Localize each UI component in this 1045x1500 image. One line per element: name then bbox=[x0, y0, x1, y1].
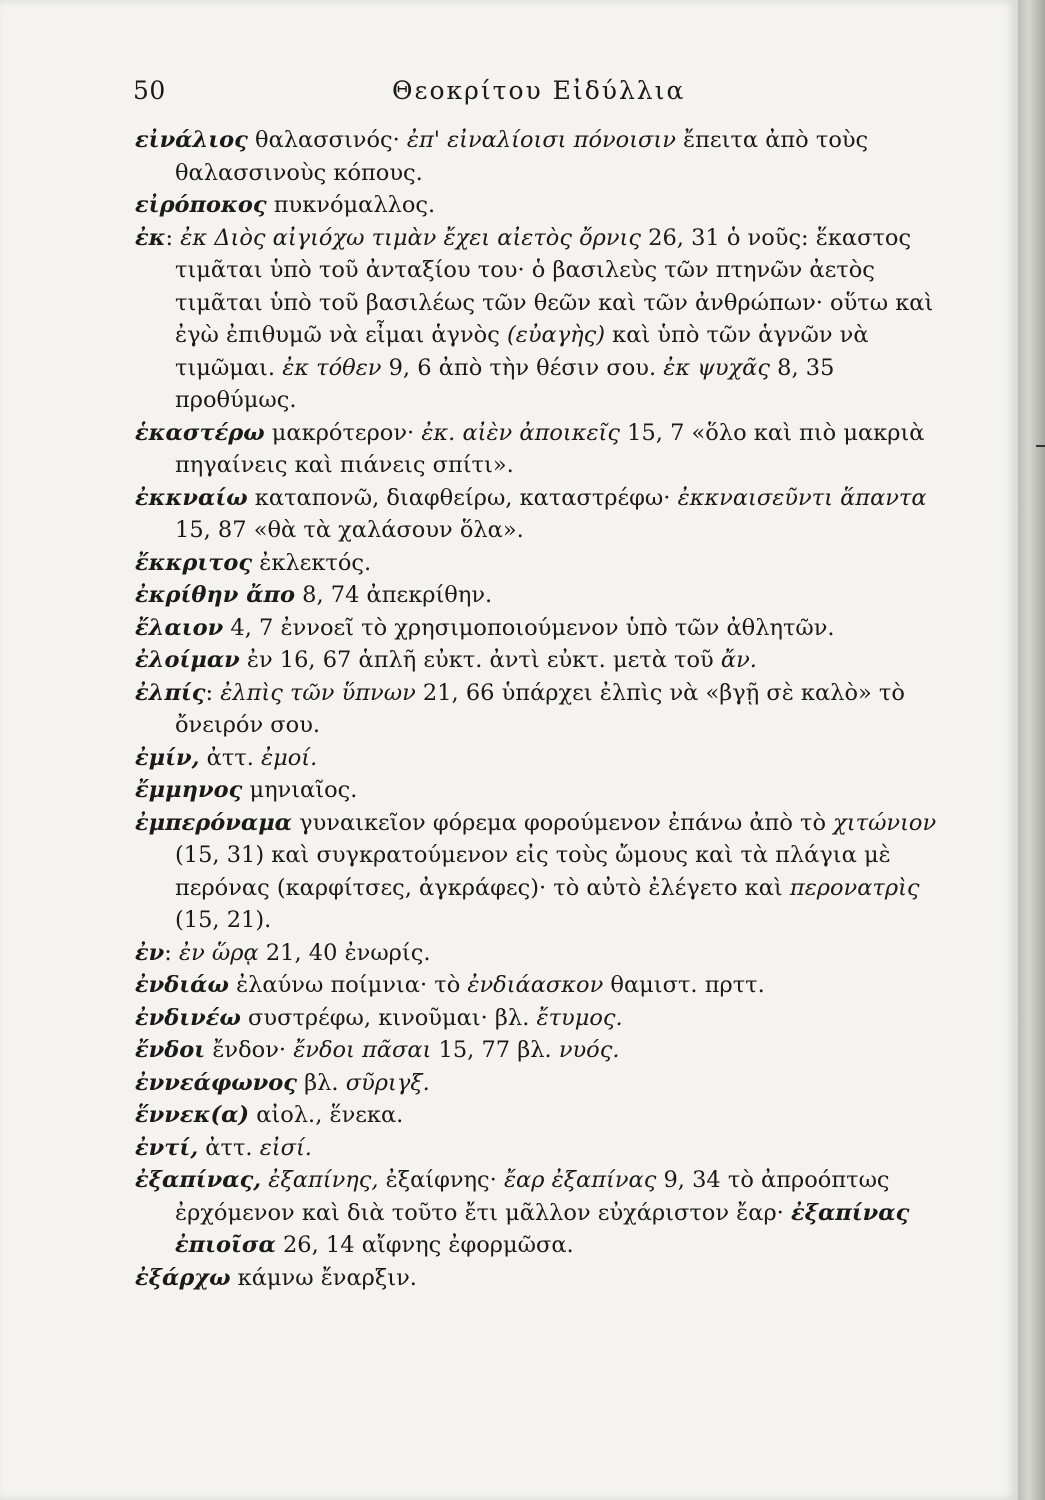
entry-definition: 9, 34 τὸ ἀπροόπτως ἐρχόμενον καὶ διὰ τοῦτο ἔτι μᾶλλον εὐχάριστον ἔαρ· bbox=[175, 1167, 890, 1226]
glossary-entry bbox=[135, 547, 950, 580]
entry-citation: (εὐαγὴς) bbox=[506, 322, 605, 348]
entry-headword: ἐμίν, bbox=[135, 744, 200, 771]
glossary-entry bbox=[135, 124, 950, 189]
glossary-entry bbox=[135, 644, 950, 677]
entry-definition: ἐν 16, 67 ἁπλῆ εὐκτ. ἀντὶ εὐκτ. μετὰ τοῦ bbox=[239, 647, 721, 673]
entry-definition: 15, 77 βλ. bbox=[431, 1037, 559, 1063]
entry-definition: θαλασσινός· bbox=[247, 127, 407, 153]
glossary-entries bbox=[135, 124, 950, 1294]
entry-definition: πυκνόμαλλος. bbox=[266, 192, 436, 218]
entry-definition: (15, 31) καὶ συγκρατούμενον εἰς τοὺς ὤμους καὶ τὰ πλάγια μὲ περόνας (καρφίτσες, ἀγκράφες)· τὸ αὐτὸ ἐλέγετο καὶ bbox=[175, 842, 891, 901]
glossary-entry bbox=[135, 677, 950, 742]
entry-headword: ἐκ bbox=[135, 224, 166, 251]
entry-headword: ἐντί, bbox=[135, 1134, 199, 1161]
entry-definition: ἀττ. bbox=[198, 1134, 260, 1161]
entry-definition: ἔνδον· bbox=[205, 1037, 294, 1063]
entry-definition: θαμιστ. πρττ. bbox=[603, 972, 765, 998]
entry-citation: ἔαρ ἐξαπίνας bbox=[503, 1167, 657, 1193]
entry-definition: συστρέφω, κινοῦμαι· βλ. bbox=[240, 1004, 537, 1031]
entry-citation: ἐκ. αἰὲν ἀποικεῖς bbox=[421, 419, 620, 446]
running-title: Θεοκρίτου Εἰδύλλια bbox=[392, 76, 686, 105]
entry-definition: (15, 21). bbox=[175, 907, 272, 933]
glossary-entry bbox=[135, 969, 950, 1002]
entry-citation: ἔτυμος. bbox=[536, 1004, 623, 1031]
entry-citation: ἐλπὶς τῶν ὕπνων bbox=[220, 679, 416, 706]
entry-definition: ἔπειτα ἀπὸ τοὺς θαλασσινοὺς κόπους. bbox=[175, 127, 869, 186]
entry-headword: ἐν bbox=[135, 939, 165, 966]
entry-citation: ἐκ ψυχᾶς bbox=[663, 354, 770, 381]
margin-mark bbox=[1036, 445, 1045, 447]
entry-definition: ἐλαύνω ποίμνια· τὸ bbox=[228, 972, 468, 998]
entry-headword: ἐννεάφωνος bbox=[135, 1069, 297, 1096]
entry-definition: : bbox=[165, 224, 181, 251]
entry-definition: 21, 40 ἐνωρίς. bbox=[258, 939, 431, 966]
entry-definition: 15, 87 «θὰ τὰ χαλάσουν ὅλα». bbox=[175, 517, 524, 543]
entry-definition: 9, 6 ἀπὸ τὴν θέσιν σου. bbox=[381, 354, 664, 381]
glossary-entry bbox=[135, 742, 950, 775]
entry-headword: ἐλπίς bbox=[135, 679, 206, 706]
entry-headword: ἐλοίμαν bbox=[135, 647, 240, 673]
entry-definition: : bbox=[164, 939, 180, 966]
glossary-entry bbox=[135, 417, 950, 482]
entry-definition: 21, 66 ὑπάρχει ἐλπὶς νὰ «βγῇ σὲ καλὸ» τὸ ὄνειρόν σου. bbox=[175, 679, 905, 738]
entry-headword: ἐξάρχω bbox=[135, 1264, 231, 1291]
entry-citation: ἐπ' εἰναλίοισι πόνοισιν bbox=[406, 127, 676, 153]
entry-definition: 26, 31 ὁ νοῦς: ἕκαστος τιμᾶται ὑπὸ τοῦ ἀνταξίου του· ὁ βασιλεὺς τῶν πτηνῶν ἀετὸς τιμᾶται ὑπὸ τοῦ βασιλέως τῶν θεῶν καὶ τῶν ἀνθρώπων· οὕτω καὶ ἐγὼ ἐπιθυμῶ νὰ εἶμαι ἁγνὸς bbox=[175, 224, 934, 348]
entry-definition: γυναικεῖον φόρεμα φορούμενον ἐπάνω ἀπὸ τὸ bbox=[291, 809, 834, 836]
glossary-entry bbox=[135, 1034, 950, 1067]
glossary-entry bbox=[135, 579, 950, 612]
entry-headword: ἐνδιάω bbox=[135, 972, 229, 998]
page-number: 50 bbox=[133, 76, 166, 105]
entry-citation: ἐκκναισεῦντι ἅπαντα bbox=[677, 484, 927, 511]
entry-citation: περονατρὶς bbox=[789, 874, 920, 901]
entry-headword: ἐκκναίω bbox=[135, 484, 248, 511]
glossary-entry bbox=[135, 1067, 950, 1100]
glossary-entry bbox=[135, 222, 950, 417]
entry-headword: ἔνδοι bbox=[135, 1037, 206, 1063]
entry-definition: βλ. bbox=[297, 1069, 346, 1096]
entry-citation: νυός. bbox=[558, 1037, 620, 1063]
glossary-entry bbox=[135, 482, 950, 547]
glossary-entry bbox=[135, 807, 950, 937]
entry-headword: ἔκκριτος bbox=[135, 549, 253, 576]
entry-definition: καὶ ὑπὸ τῶν ἁγνῶν νὰ τιμῶμαι. bbox=[175, 322, 869, 381]
entry-headword: ἔλαιον bbox=[135, 614, 224, 641]
entry-citation: ἄν. bbox=[720, 647, 757, 673]
entry-definition: 8, 74 ἀπεκρίθην. bbox=[295, 582, 493, 608]
entry-subheadword: ἐξαπίνας ἐπιοῖσα bbox=[175, 1199, 910, 1258]
entry-definition: μηνιαῖος. bbox=[242, 777, 358, 803]
entry-definition: 4, 7 ἐννοεῖ τὸ χρησιμοποιούμενον ὑπὸ τῶν ἀθλητῶν. bbox=[223, 614, 835, 641]
entry-definition: κάμνω ἔναρξιν. bbox=[230, 1264, 417, 1291]
entry-citation: ἔνδοι πᾶσαι bbox=[293, 1037, 432, 1063]
entry-headword: εἰνάλιος bbox=[135, 127, 248, 153]
entry-definition: καταπονῶ, διαφθείρω, καταστρέφω· bbox=[247, 484, 678, 511]
entry-definition: 8, 35 προθύμως. bbox=[175, 354, 835, 413]
entry-definition: ἐκλεκτός. bbox=[252, 549, 372, 576]
entry-citation: ἐκ Διὸς αἰγιόχω τιμὰν ἔχει αἰετὸς ὄρνις bbox=[180, 224, 641, 251]
page-edge bbox=[1018, 0, 1045, 1500]
glossary-entry bbox=[135, 937, 950, 970]
glossary-entry bbox=[135, 774, 950, 807]
entry-definition: 15, 7 «ὅλο καὶ πιὸ μακριὰ πηγαίνεις καὶ πιάνεις σπίτι». bbox=[175, 419, 925, 478]
glossary-entry bbox=[135, 612, 950, 645]
entry-definition: ἐξαίφνης· bbox=[378, 1167, 504, 1193]
entry-headword: ἕννεκ(α) bbox=[135, 1102, 250, 1128]
entry-headword: ἑκαστέρω bbox=[135, 419, 265, 446]
entry-citation: χιτώνιον bbox=[833, 809, 937, 836]
entry-headword: εἰρόποκος bbox=[135, 192, 267, 218]
entry-headword: ἐξαπίνας, bbox=[135, 1167, 262, 1193]
entry-definition: 26, 14 αἴφνης ἐφορμῶσα. bbox=[275, 1232, 574, 1258]
entry-headword: ἐμπερόναμα bbox=[135, 809, 292, 836]
entry-headword: ἔμμηνος bbox=[135, 777, 243, 803]
entry-citation: ἐξαπίνης, bbox=[268, 1167, 379, 1193]
glossary-entry bbox=[135, 1002, 950, 1035]
entry-definition: μακρότερον· bbox=[264, 419, 422, 446]
entry-citation: ἐνδιάασκον bbox=[467, 972, 604, 998]
entry-definition: ἀττ. bbox=[199, 744, 262, 771]
entry-citation: εἰσί. bbox=[259, 1134, 312, 1161]
glossary-entry bbox=[135, 189, 950, 222]
entry-citation: ἐκ τόθεν bbox=[282, 354, 382, 381]
entry-definition: αἰολ., ἕνεκα. bbox=[249, 1102, 404, 1128]
entry-definition: : bbox=[205, 679, 221, 706]
entry-citation: σῦριγξ. bbox=[345, 1069, 430, 1096]
entry-citation: ἐν ὥρᾳ bbox=[179, 939, 259, 966]
entry-headword: ἐκρίθην ἄπο bbox=[135, 582, 295, 608]
glossary-entry bbox=[135, 1262, 950, 1295]
glossary-entry bbox=[135, 1099, 950, 1132]
glossary-entry bbox=[135, 1164, 950, 1262]
entry-citation: ἐμοί. bbox=[261, 744, 318, 771]
entry-headword: ἐνδινέω bbox=[135, 1004, 241, 1031]
glossary-entry bbox=[135, 1132, 950, 1165]
